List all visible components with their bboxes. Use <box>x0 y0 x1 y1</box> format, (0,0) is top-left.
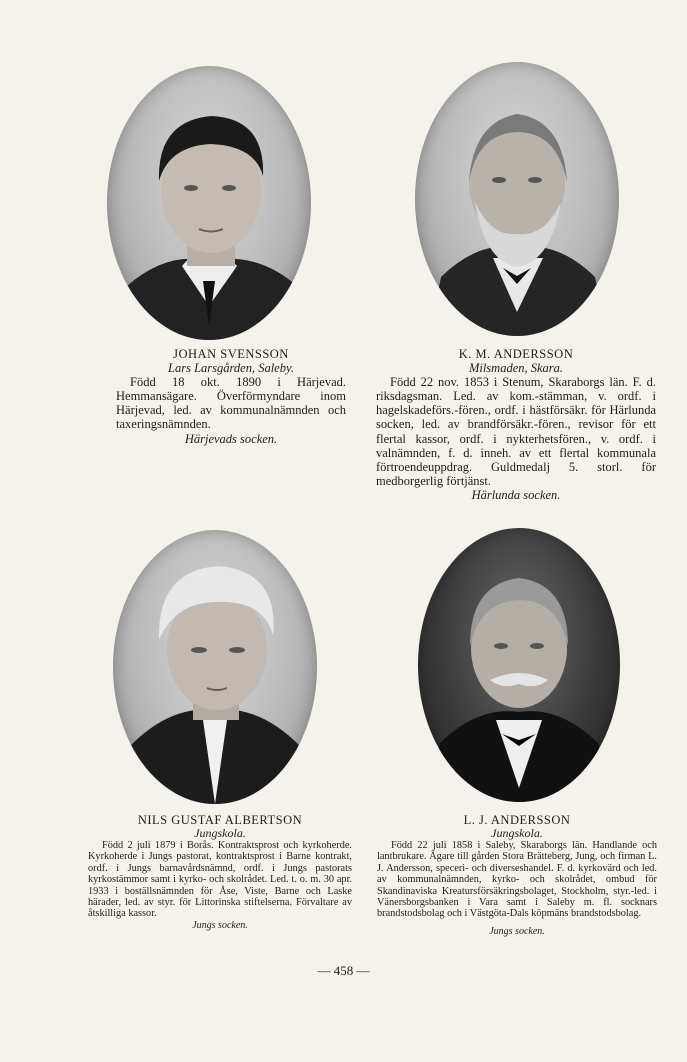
person-parish: Jungs socken. <box>489 925 545 937</box>
person-name: NILS GUSTAF ALBERTSON <box>137 813 303 827</box>
person-biography: Född 2 juli 1879 i Borås. Kontraktsprost och kyrkoherde. Kyrkoherde i Jungs pastorat, kontraktsprost i Barne kontrakt, ordf. i Jungs barnavårdsnämnd, ordf. i Jungs pastorats kyrkostämmor samt i kyrko- och skolrådet. Led. t. o. m. 30 apr. 1933 i boställsnämnden för Åse, Viste, Barne och Laske härader, led. av styr. för Littorinska stiftelserna. Förvaltare av åtskilliga kassor. <box>88 840 352 920</box>
portrait-photo <box>113 530 317 804</box>
portrait-photo <box>418 528 620 802</box>
bio-lj-andersson <box>377 813 657 937</box>
person-biography: Född 18 okt. 1890 i Härjevad. Hemmansägare. Överförmyndare inom Härjevad, led. av kommunalnämnden och taxeringsnämnden. <box>116 375 346 432</box>
person-name: L. J. ANDERSSON <box>463 813 571 827</box>
portrait-nils-gustaf-albertson <box>113 530 317 804</box>
bio-nils-gustaf-albertson <box>88 813 352 931</box>
person-name: K. M. ANDERSSON <box>458 347 574 361</box>
person-residence: Lars Larsgården, Saleby. <box>168 361 294 376</box>
person-residence: Jungskola. <box>491 826 543 840</box>
person-residence: Jungskola. <box>194 826 246 840</box>
person-parish: Jungs socken. <box>192 919 248 931</box>
portrait-km-andersson <box>415 62 619 336</box>
person-residence: Milsmaden, Skara. <box>468 361 564 376</box>
person-parish: Härjevads socken. <box>184 431 278 446</box>
bio-johan-svensson <box>116 347 346 446</box>
portrait-photo <box>415 62 619 336</box>
person-parish: Härlunda socken. <box>471 487 561 502</box>
page-number: — 458 — <box>317 963 370 978</box>
portrait-johan-svensson <box>107 66 311 340</box>
person-biography: Född 22 juli 1858 i Saleby, Skaraborgs län. Handlande och lantbrukare. Ägare till gården Stora Brätteberg, Jung, och firman L. J. Andersson, speceri- och diverseshandel. F. d. kyrkovärd och led. av kommunalnämnden, kyrko- och skolrådet, ombud för Skandinaviska Kreatursförsäkringsbolaget, Stockholm, styr.-led. i Vänersborgsbanken i Vara samt i Saleby m. fl. socknars brandstodsbolag och i Västgöta-Dals köpmäns brandstodsbolag. <box>377 840 657 920</box>
person-biography: Född 22 nov. 1853 i Stenum, Skaraborgs län. F. d. riksdagsman. Led. av kom.-stämman, v. ordf. i hagelskadeförs.-fören., ordf. i hästförsäkr. för Härlunda socken, led. av brandförsäkr.-fören., revisor för ett flertal kassor, ordf. i nykterhetsfören., v. ordf. i valnämnden, f. d. inneh. av ett flertal kommunala förtroendeuppdrag. Guldmedalj 5. storl. för medborgerlig förtjänst. <box>376 375 656 488</box>
portrait-photo <box>107 66 311 340</box>
portrait-lj-andersson <box>418 528 620 802</box>
bio-km-andersson <box>376 347 656 502</box>
person-name: JOHAN SVENSSON <box>173 347 289 361</box>
